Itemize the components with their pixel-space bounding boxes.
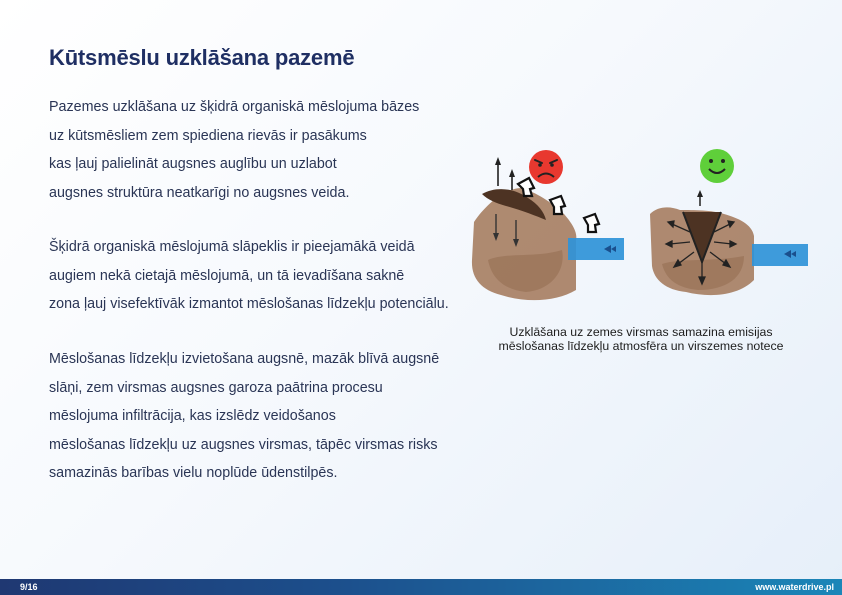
text-line: uz kūtsmēsliem zem spiediena rievās ir pasākums	[49, 127, 367, 144]
text-line: zona ļauj visefektīvāk izmantot mēslošanas līdzekļu potenciālu.	[49, 296, 449, 312]
manure-application-illustration	[466, 140, 816, 310]
text-line: samazinās barības vielu noplūde ūdenstilpēs.	[49, 465, 338, 481]
arrow-up-icon	[697, 190, 703, 197]
text-line: kas ļauj palielināt augsnes auglību un uzlabot	[49, 156, 337, 172]
page-title: Kūtsmēslu uzklāšana pazemē	[49, 45, 355, 70]
surface-application-panel	[472, 150, 624, 300]
paragraph-subsurface-application	[49, 93, 419, 207]
text-line: slāņi, zem virsmas augsnes garoza paātrina procesu	[49, 379, 383, 396]
paragraph-runoff-reduction	[49, 345, 439, 488]
text-line: augiem nekā cietajā mēslojumā, un tā ievadīšana saknē	[49, 267, 405, 284]
page-number: 9/16	[20, 582, 38, 592]
website-link[interactable]: www.waterdrive.pl	[755, 582, 834, 592]
water-pond	[752, 244, 808, 266]
text-line: Mēslošanas līdzekļu izvietošana augsnē, mazāk blīvā augsnē	[49, 351, 440, 367]
footer-bar	[0, 579, 842, 595]
arrow-up-icon	[495, 157, 501, 165]
text-line: augsnes struktūra neatkarīgi no augsnes veida.	[49, 184, 350, 201]
paragraph-nitrogen-availability	[49, 233, 449, 319]
text-line: mēslojuma infiltrācija, kas izslēdz veidošanos	[49, 408, 336, 424]
text-line: Šķidrā organiskā mēslojumā slāpeklis ir pieejamākā veidā	[49, 239, 415, 255]
text-line: mēslošanas līdzekļu uz augsnes virsmas, tāpēc virsmas risks	[49, 436, 438, 453]
caption-line: Uzklāšana uz zemes virsmas samazina emisijas	[509, 325, 773, 339]
runoff-arrow-icon	[584, 214, 599, 232]
happy-face-icon	[700, 149, 734, 183]
caption-line: mēslošanas līdzekļu atmosfēra un virszemes notece	[498, 339, 784, 353]
arrow-up-icon	[509, 169, 515, 177]
illustration-caption	[466, 325, 816, 353]
sad-face-icon	[529, 150, 563, 184]
text-line: Pazemes uzklāšana uz šķidrā organiskā mēslojuma bāzes	[49, 99, 420, 115]
subsurface-application-panel	[650, 149, 808, 295]
